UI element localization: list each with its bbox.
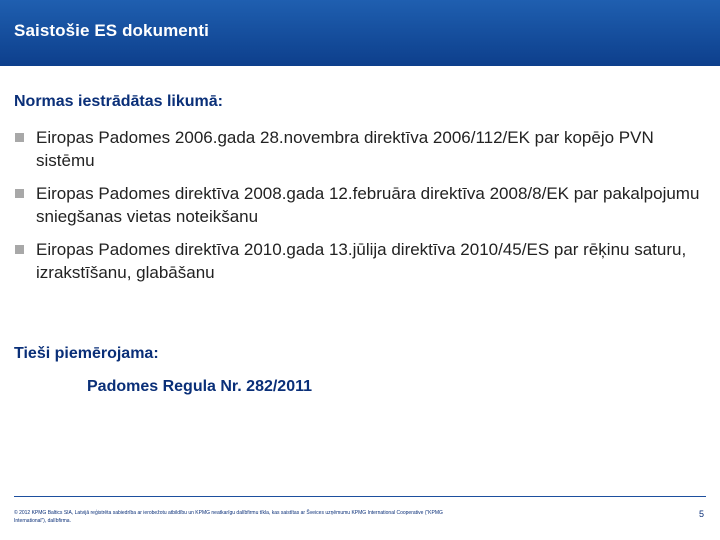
directive-list <box>14 126 704 294</box>
square-bullet-icon <box>15 189 24 198</box>
square-bullet-icon <box>15 245 24 254</box>
list-item-text: Eiropas Padomes 2006.gada 28.novembra direktīva 2006/112/EK par kopējo PVN sistēmu <box>36 128 654 170</box>
list-item-text: Eiropas Padomes direktīva 2008.gada 12.februāra direktīva 2008/8/EK par pakalpojumu sniegšanas vietas noteikšanu <box>36 184 700 226</box>
list-item <box>14 126 704 172</box>
regulation-reference: Padomes Regula Nr. 282/2011 <box>87 378 313 395</box>
page-title: Saistošie ES dokumenti <box>14 21 209 40</box>
footer-copyright: © 2012 KPMG Baltics SIA, Latvijā reģistrēta sabiedrība ar ierobežotu atbildību un KPMG neatkarīgu dalībfirmu tīkla, kas saistītas ar Šveices uzņēmumu KPMG International Cooperative (“KPMG International”), dalībfirma. <box>14 510 443 524</box>
footer-divider <box>14 496 706 497</box>
header-bar <box>0 0 720 66</box>
page-number: 5 <box>698 509 704 519</box>
list-item <box>14 238 704 284</box>
square-bullet-icon <box>15 133 24 142</box>
list-item-text: Eiropas Padomes direktīva 2010.gada 13.jūlija direktīva 2010/45/ES par rēķinu saturu, izrakstīšanu, glabāšanu <box>36 240 687 282</box>
section-title-directly-applicable: Tieši piemērojama: <box>14 345 159 362</box>
list-item <box>14 182 704 228</box>
section-title-incorporated: Normas iestrādātas likumā: <box>14 93 223 110</box>
